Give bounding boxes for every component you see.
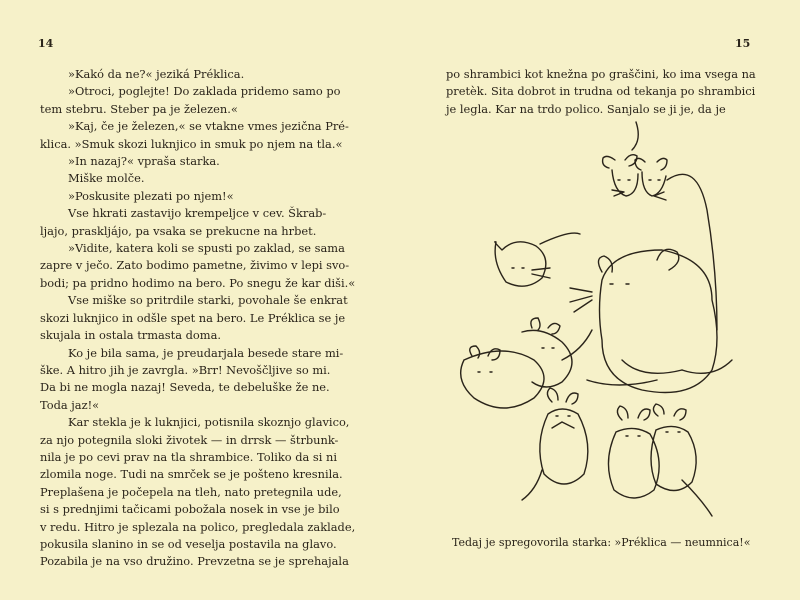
- mouse-top-left: [603, 122, 639, 196]
- left-page-number: 14: [38, 37, 54, 50]
- text-line: tem stebru. Steber pa je železen.«: [40, 101, 238, 116]
- text-line: si s prednjimi tačicami pobožala nosek in vse je bilo: [40, 502, 340, 517]
- text-line: pokusila slanino in se od veselja postavila na glavo.: [40, 536, 337, 551]
- mouse-starka: [570, 249, 732, 392]
- text-line: Kar stekla je k luknjici, potisnila skoznjo glavico,: [68, 415, 350, 430]
- text-line: ljajo, praskljájo, pa vsaka se prekucne na hrbet.: [40, 223, 317, 238]
- text-line: bodi; pa pridno hodimo na bero. Po snegu že kar diši.«: [40, 275, 356, 290]
- right-page-number: 15: [735, 37, 751, 50]
- text-line: Toda jaz!«: [40, 397, 100, 412]
- text-line: v redu. Hitro je splezala na polico, pregledala zaklade,: [40, 519, 356, 534]
- text-line: zapre v ječo. Zato bodimo pametne, živimo v lepi svo-: [40, 258, 350, 273]
- illustration-caption: Tedaj je spregovorila starka: »Préklica — neumnica!«: [452, 536, 751, 549]
- text-line: ške. A hitro jih je zavrgla. »Brr! Nevoščljive so mi.: [40, 362, 331, 377]
- mouse-middle-left-group: [461, 318, 592, 408]
- text-line: »Otroci, poglejte! Do zaklada pridemo samo po: [68, 84, 341, 99]
- text-line: Vse hkrati zastavijo krempeljce v cev. Škrab-: [68, 206, 327, 221]
- text-line: skujala in ostala trmasta doma.: [40, 328, 221, 343]
- mouse-bottom-right-pair: [608, 404, 712, 516]
- text-line: Pozabila je na vso družino. Prevzetna se je sprehajala: [40, 554, 349, 569]
- text-line: za njo potegnila sloki životek — in drrsk — štrbunk-: [40, 432, 339, 447]
- text-line: Vse miške so pritrdile starki, povohale še enkrat: [68, 293, 348, 308]
- text-line: po shrambici kot knežna po graščini, ko ima vsega na: [446, 67, 756, 81]
- text-line: nila je po cevi prav na tla shrambice. Toliko da si ni: [40, 449, 338, 464]
- mouse-top-right: [635, 158, 667, 200]
- text-line: »Kaj, če je železen,« se vtakne vmes jezična Pré-: [68, 119, 349, 134]
- mouse-left: [495, 233, 580, 286]
- text-line: »Kakó da ne?« jeziká Préklica.: [68, 67, 245, 81]
- mice-illustration: [452, 120, 747, 520]
- text-line: »Poskusite plezati po njem!«: [68, 188, 234, 203]
- text-line: Ko je bila sama, je preudarjala besede stare mi-: [68, 345, 344, 360]
- left-page-text: [40, 66, 355, 571]
- text-line: pretèk. Sita dobrot in trudna od tekanja po shrambici: [446, 84, 756, 99]
- text-line: skozi luknjico in odšle spet na bero. Le Préklica se je: [40, 310, 346, 325]
- right-page-text: [446, 66, 756, 118]
- text-line: zlomila noge. Tudi na smrček se je pošteno kresnila.: [40, 467, 343, 482]
- text-line: »In nazaj?« vpraša starka.: [68, 154, 220, 169]
- mouse-bottom-left: [522, 388, 588, 500]
- text-line: klica. »Smuk skozi luknjico in smuk po njem na tla.«: [40, 136, 343, 151]
- text-line: je legla. Kar na trdo polico. Sanjalo se ji je, da je: [446, 101, 726, 116]
- text-line: Preplašena je počepela na tleh, nato pretegnila ude,: [40, 484, 342, 499]
- text-line: Da bi ne mogla nazaj! Seveda, te debeluške že ne.: [40, 380, 330, 395]
- text-line: Miške molče.: [68, 171, 145, 186]
- text-line: »Vidite, katera koli se spusti po zaklad, se sama: [68, 241, 345, 256]
